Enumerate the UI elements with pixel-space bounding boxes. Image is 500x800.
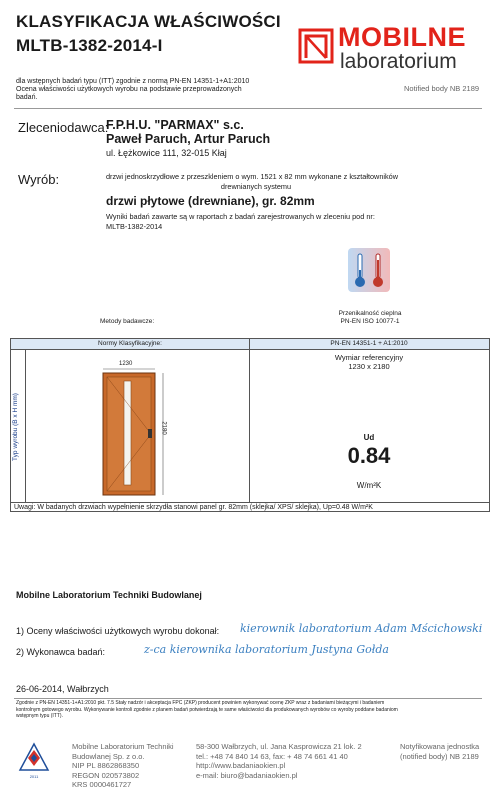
fine-print-3: wstępnym typu (ITT). (16, 713, 63, 719)
footer-notified-line: Notyfikowana jednostka (400, 742, 480, 751)
table-header-standard: PN-EN 14351-1 + A1:2010 (330, 340, 408, 347)
lab-name: Mobilne Laboratorium Techniki Budowlanej (16, 590, 202, 600)
notified-body: Notified body NB 2189 (404, 84, 480, 93)
footer-contact-email[interactable]: e-mail: biuro@badaniaokien.pl (196, 770, 298, 780)
badge-year: 2011 (29, 774, 39, 779)
reference-size-value: 1230 x 2180 (348, 362, 390, 371)
reference-size-label: Wymiar referencyjny (334, 353, 404, 362)
table-header (11, 339, 489, 350)
footer-divider (14, 698, 482, 699)
logo-mark-icon (298, 28, 334, 64)
fine-print-1: Zgodnie z PN-EN 14351-1+A1:2010 pkt. 7.5 Stały nadzór i akceptacja FPC (ZKP) producent powinien wykonywać ocenę ZKP wraz z badaniami bieżącymi i badaniem (16, 700, 385, 706)
client-name-1: F.P.H.U. "PARMAX" s.c. (106, 118, 244, 132)
product-results-1: Wyniki badań zawarte są w raportach z badań zarejestrowanych w zleceniu pod nr: (106, 212, 375, 221)
footer-contact-address: 58-300 Wałbrzych, ul. Jana Kasprowicza 21 lok. 2 (196, 742, 362, 751)
client-address: ul. Łężkowice 111, 32-015 Kłaj (106, 148, 227, 158)
method-standard: PN-EN ISO 10077-1 (340, 318, 400, 325)
client-name-2: Paweł Paruch, Artur Paruch (106, 132, 271, 146)
footer-contact (196, 742, 362, 780)
product-label: Wyrób: (18, 172, 60, 187)
door-width-dim: 1230 (119, 361, 133, 367)
intro-line-1: dla wstępnych badań typu (ITT) zgodnie z normą PN-EN 14351-1+A1:2010 (16, 78, 250, 85)
table-divider-note (11, 502, 489, 503)
door-drawing (99, 367, 169, 499)
logo-text-laboratorium: laboratorium (340, 50, 457, 73)
quality-badge-icon (18, 742, 50, 772)
ud-unit: W/m²K (356, 481, 382, 490)
footer-company-line: Mobilne Laboratorium Techniki (72, 742, 174, 751)
footer-company (72, 742, 174, 790)
footer-company-line: REGON 020573802 (72, 770, 140, 780)
footer-contact-phone: tel.: +48 74 840 14 63, fax: + 48 74 661 41 40 (196, 751, 348, 761)
product-results-2: MLTB-1382-2014 (106, 222, 163, 231)
row-label-product-type: Typ wyrobu (B x H mm) (12, 393, 19, 461)
logo-text-mobilne: MOBILNE (338, 22, 466, 52)
table-divider-label (25, 349, 26, 502)
ud-value: 0.84 (347, 443, 391, 468)
signature-label-1: 1) Oceny właściwości użytkowych wyrobu dokonał: (16, 626, 220, 636)
table-note: Uwagi: W badanych drzwiach wypełnienie skrzydła stanowi panel gr. 82mm (sklejka/ XPS/ sklejka), Up=0.48 W/m²K (14, 504, 373, 511)
ud-label: Ud (363, 433, 375, 442)
product-desc-1: drzwi jednoskrzydłowe z przeszkleniem o wym. 1521 x 82 mm wykonane z kształtowników (106, 172, 398, 181)
product-desc-2: drewnianych systemu (220, 182, 292, 191)
method-property: Przenikalność cieplna (338, 310, 402, 317)
signature-1: kierownik laboratorium Adam Mścichowski (240, 622, 483, 635)
door-height-dim: 2180 (160, 421, 167, 435)
footer-contact-website[interactable]: http://www.badaniaokien.pl (196, 761, 286, 770)
document-title: KLASYFIKACJA WŁAŚCIWOŚCI (16, 12, 281, 31)
table-header-norms: Normy Klasyfikacyjne: (98, 340, 162, 347)
classification-table (10, 338, 490, 512)
product-name: drzwi płytowe (drewniane), gr. 82mm (106, 194, 315, 208)
thermal-transmittance-icon (348, 248, 390, 292)
fine-print-2: kontrolnym gotowego wyrobu. Wykonywanie kontroli zgodnie z planem badań potwierdzają te same właściwości dla produkowanych wyrobów co wyroby poddane badaniom (16, 706, 398, 713)
footer-notified-line: (notified body) NB 2189 (400, 751, 479, 761)
intro-line-3: badań. (16, 94, 38, 101)
header-divider (14, 108, 482, 109)
client-label: Zleceniodawca: (18, 120, 109, 135)
date-place: 26-06-2014, Wałbrzych (16, 684, 109, 694)
methods-label: Metody badawcze: (100, 318, 155, 325)
document-number: MLTB-1382-2014-I (16, 36, 163, 55)
footer-company-line: KRS 0000461727 (72, 780, 132, 789)
intro-line-2: Ocena właściwości użytkowych wyrobu na podstawie przeprowadzonych (16, 86, 242, 93)
signature-label-2: 2) Wykonawca badań: (16, 647, 105, 657)
footer-company-line: NIP PL 8862868350 (72, 761, 140, 770)
footer-company-line: Budowlanej Sp. z o.o. (72, 751, 145, 761)
signature-2: z-ca kierownika laboratorium Justyna Gołda (144, 643, 389, 656)
footer-notified (400, 742, 479, 761)
